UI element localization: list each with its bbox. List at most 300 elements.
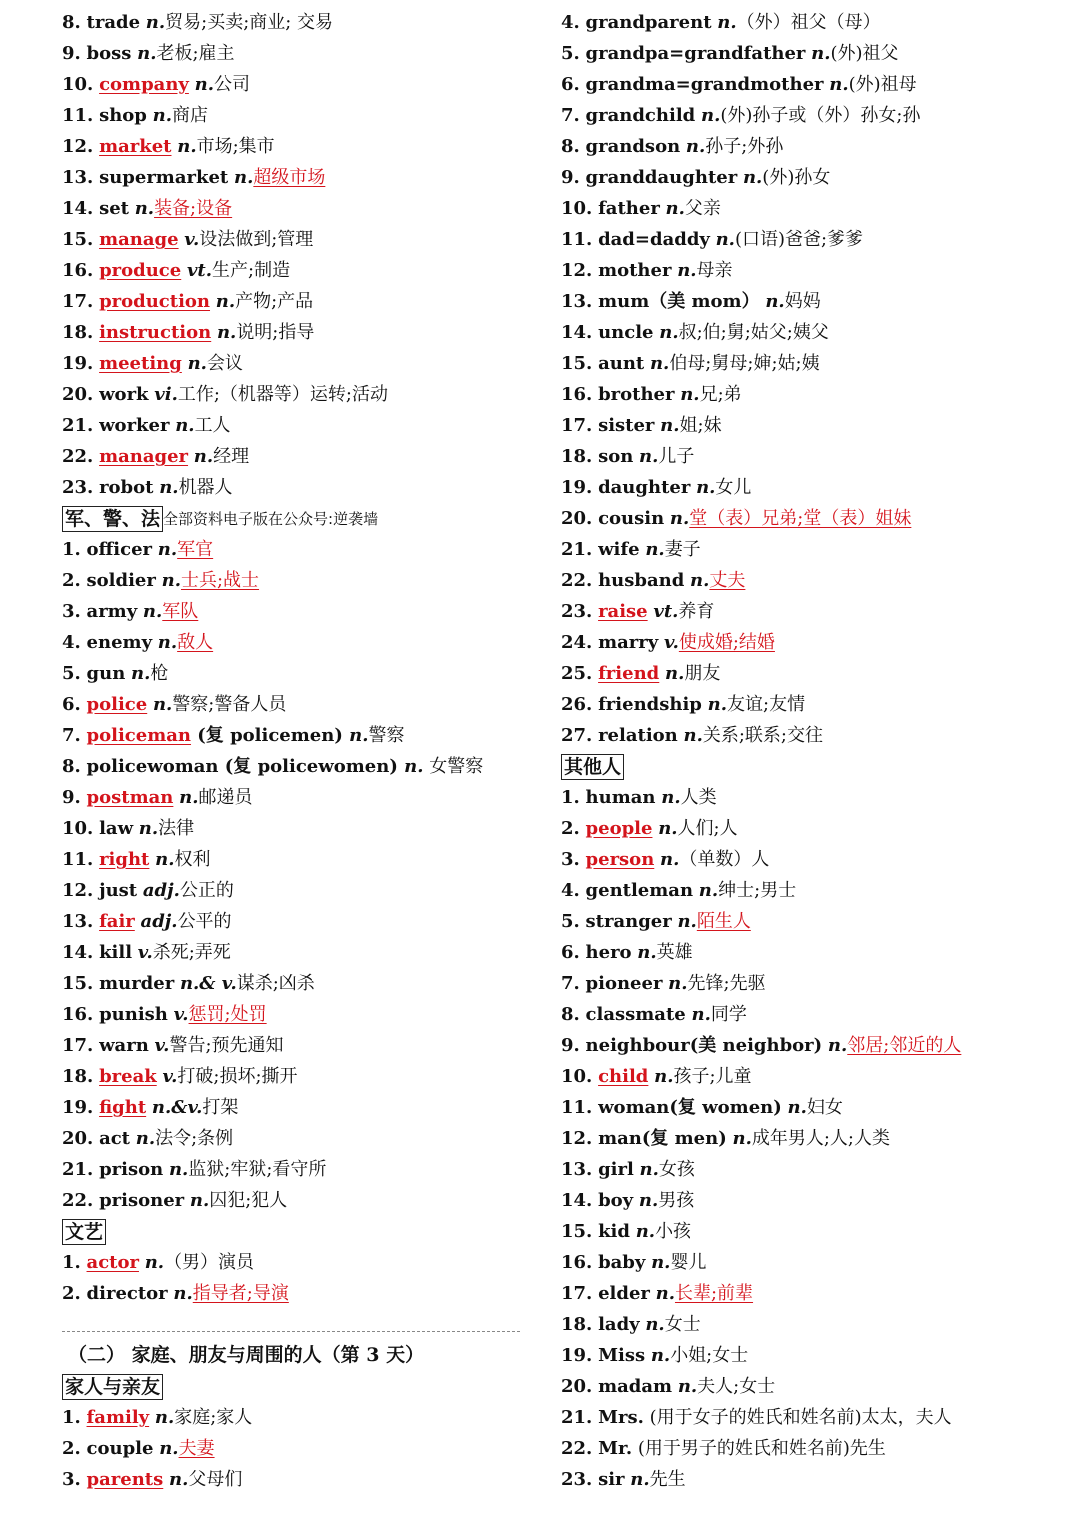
entry-meaning: 指导者;导演 xyxy=(192,1283,289,1304)
entry-number: 27. xyxy=(561,725,593,746)
category-heading-row xyxy=(62,1216,532,1247)
vocab-entry xyxy=(62,1185,532,1216)
entry-meaning: 先生 xyxy=(649,1469,686,1490)
entry-word: policeman xyxy=(86,725,192,746)
entry-number: 11. xyxy=(561,1097,593,1118)
entry-word: daughter xyxy=(598,477,691,498)
vocab-entry xyxy=(62,596,532,627)
vocab-entry xyxy=(561,100,1061,131)
entry-word: just xyxy=(99,880,138,901)
entry-part-of-speech: n. xyxy=(189,1190,210,1211)
vocab-entry xyxy=(561,348,1061,379)
entry-part-of-speech: n. xyxy=(827,1035,848,1056)
entry-number: 5. xyxy=(62,663,81,684)
entry-meaning: 朋友 xyxy=(684,663,721,684)
entry-number: 17. xyxy=(62,1035,94,1056)
entry-meaning: 邻居;邻近的人 xyxy=(847,1035,962,1056)
entry-part-of-speech: n. xyxy=(685,136,706,157)
entry-word: friend xyxy=(598,663,660,684)
entry-number: 8. xyxy=(561,136,580,157)
entry-meaning: 士兵;战士 xyxy=(180,570,260,591)
entry-part-of-speech: n. xyxy=(655,1283,675,1304)
entry-word: pioneer xyxy=(585,973,663,994)
entry-word: grandma=grandmother xyxy=(585,74,824,95)
entry-part-of-speech: n. xyxy=(144,1252,165,1273)
vocab-entry xyxy=(561,69,1061,100)
entry-meaning: 男孩 xyxy=(658,1190,695,1211)
entry-word: gun xyxy=(86,663,126,684)
entry-part-of-speech: n. xyxy=(159,477,179,498)
vocab-entry xyxy=(561,1154,1061,1185)
entry-meaning: 经理 xyxy=(213,446,250,467)
entry-number: 13. xyxy=(62,167,94,188)
entry-word: production xyxy=(99,291,211,312)
entry-word: right xyxy=(99,849,150,870)
entry-number: 18. xyxy=(561,1314,593,1335)
entry-part-of-speech: n. xyxy=(152,105,172,126)
entry-part-of-speech: n. xyxy=(669,508,690,529)
vocab-entry xyxy=(561,596,1061,627)
vocab-entry xyxy=(62,813,532,844)
entry-part-of-speech: vt. xyxy=(186,260,213,281)
entry-meaning: 监狱;牢狱;看守所 xyxy=(188,1159,327,1180)
entry-word: boss xyxy=(86,43,132,64)
entry-number: 5. xyxy=(561,43,580,64)
entry-meaning: 夫人;女士 xyxy=(697,1376,776,1397)
vocab-entry xyxy=(561,503,1061,534)
entry-plural-note: (复 policewomen) xyxy=(218,756,405,777)
entry-number: 13. xyxy=(561,1159,593,1180)
category-heading-row xyxy=(62,1371,532,1402)
vocab-entry xyxy=(561,1402,1061,1433)
entry-word: girl xyxy=(598,1159,634,1180)
entry-part-of-speech: vt. xyxy=(653,601,679,622)
vocab-entry xyxy=(62,658,532,689)
entry-part-of-speech: n. xyxy=(811,43,831,64)
entry-word: grandchild xyxy=(585,105,696,126)
entry-number: 3. xyxy=(62,601,81,622)
entry-part-of-speech: n. xyxy=(665,663,685,684)
vocab-entry xyxy=(561,1247,1061,1278)
vocab-entry xyxy=(561,410,1061,441)
entry-part-of-speech: n. xyxy=(654,1066,674,1087)
vocab-entry xyxy=(62,1464,532,1495)
entry-part-of-speech: n. xyxy=(829,74,849,95)
entry-word: father xyxy=(598,198,660,219)
entry-meaning: （男）演员 xyxy=(164,1252,255,1273)
entry-number: 10. xyxy=(62,74,94,95)
entry-part-of-speech: n. xyxy=(135,1128,156,1149)
vocab-entry xyxy=(561,1092,1061,1123)
entry-number: 23. xyxy=(561,1469,593,1490)
entry-number: 18. xyxy=(561,446,593,467)
entry-meaning: 兄;弟 xyxy=(699,384,742,405)
entry-number: 10. xyxy=(561,198,593,219)
entry-part-of-speech: n. xyxy=(660,415,680,436)
vocab-entry xyxy=(62,844,532,875)
entry-part-of-speech: n. xyxy=(742,167,763,188)
entry-meaning: (外)祖母 xyxy=(848,74,917,95)
entry-part-of-speech: n. xyxy=(134,198,155,219)
vocab-entry xyxy=(62,999,532,1030)
entry-number: 23. xyxy=(62,477,94,498)
entry-part-of-speech: n. xyxy=(698,880,719,901)
entry-part-of-speech: n. xyxy=(142,601,163,622)
entry-word: act xyxy=(99,1128,130,1149)
entry-number: 19. xyxy=(62,1097,94,1118)
entry-word: marry xyxy=(598,632,659,653)
entry-number: 6. xyxy=(561,942,580,963)
entry-word: supermarket xyxy=(99,167,229,188)
vocab-entry xyxy=(561,38,1061,69)
entry-number: 11. xyxy=(561,229,593,250)
vocab-entry xyxy=(561,255,1061,286)
vocab-entry xyxy=(561,999,1061,1030)
vocab-entry xyxy=(62,906,532,937)
left-column xyxy=(62,7,532,1495)
entry-number: 14. xyxy=(62,198,94,219)
entry-number: 14. xyxy=(561,1190,593,1211)
entry-number: 20. xyxy=(561,1376,593,1397)
entry-meaning: 丈夫 xyxy=(709,570,746,591)
entry-part-of-speech: n. xyxy=(216,322,237,343)
entry-part-of-speech: n. xyxy=(677,1376,698,1397)
entry-word: worker xyxy=(99,415,170,436)
vocab-entry xyxy=(561,441,1061,472)
entry-number: 12. xyxy=(62,880,94,901)
entry-part-of-speech: n. xyxy=(168,1159,189,1180)
vocab-entry xyxy=(561,1464,1061,1495)
entry-word: couple xyxy=(86,1438,154,1459)
vocab-entry xyxy=(62,100,532,131)
vocab-entry xyxy=(561,1340,1061,1371)
entry-number: 22. xyxy=(62,1190,94,1211)
entry-word: law xyxy=(99,818,134,839)
vocab-entry xyxy=(561,162,1061,193)
entry-part-of-speech: vi. xyxy=(154,384,178,405)
entry-number: 20. xyxy=(561,508,593,529)
entry-word: manage xyxy=(99,229,179,250)
entry-word: elder xyxy=(598,1283,650,1304)
entry-number: 15. xyxy=(62,973,94,994)
entry-number: 17. xyxy=(62,291,94,312)
entry-word: punish xyxy=(99,1004,168,1025)
entry-number: 12. xyxy=(62,136,94,157)
vocab-entry xyxy=(62,689,532,720)
vocab-entry xyxy=(62,875,532,906)
entry-part-of-speech: n. xyxy=(787,1097,807,1118)
entry-word: relation xyxy=(598,725,678,746)
entry-word: produce xyxy=(99,260,182,281)
entry-meaning: 军队 xyxy=(162,601,199,622)
category-heading-row xyxy=(62,503,532,534)
entry-meaning: 长辈;前辈 xyxy=(674,1283,754,1304)
entry-number: 15. xyxy=(561,353,593,374)
entry-word: son xyxy=(598,446,634,467)
entry-meaning: 女儿 xyxy=(715,477,752,498)
entry-number: 17. xyxy=(561,1283,593,1304)
entry-meaning: 小孩 xyxy=(655,1221,692,1242)
entry-number: 21. xyxy=(561,1407,593,1428)
entry-meaning: 军官 xyxy=(177,539,214,560)
entry-meaning: 堂（表）兄弟;堂（表）姐妹 xyxy=(689,508,912,529)
entry-number: 9. xyxy=(561,1035,580,1056)
vocab-entry xyxy=(62,1061,532,1092)
category-heading: 家人与亲友 xyxy=(62,1374,163,1400)
vocab-entry xyxy=(561,534,1061,565)
entry-word: parents xyxy=(86,1469,164,1490)
entry-number: 17. xyxy=(561,415,593,436)
entry-word: woman(复 women) xyxy=(598,1097,782,1118)
entry-meaning: 妇女 xyxy=(806,1097,843,1118)
vocab-entry xyxy=(62,7,532,38)
entry-meaning: 友谊;友情 xyxy=(727,694,806,715)
vocab-entry xyxy=(62,317,532,348)
entry-part-of-speech: n. xyxy=(645,539,665,560)
entry-meaning: 人们;人 xyxy=(677,818,738,839)
entry-meaning: （单数）人 xyxy=(679,849,770,870)
entry-part-of-speech: n. xyxy=(732,1128,752,1149)
entry-meaning: 同学 xyxy=(710,1004,747,1025)
entry-part-of-speech: n. xyxy=(215,291,236,312)
entry-meaning: 先锋;先驱 xyxy=(687,973,766,994)
entry-word: murder xyxy=(99,973,175,994)
entry-part-of-speech: n. xyxy=(658,818,678,839)
entry-word: instruction xyxy=(99,322,212,343)
entry-part-of-speech: v. xyxy=(173,1004,189,1025)
entry-word: warn xyxy=(99,1035,149,1056)
entry-part-of-speech: n. xyxy=(630,1469,650,1490)
entry-part-of-speech: n. xyxy=(639,1159,659,1180)
entry-word: man(复 men) xyxy=(598,1128,727,1149)
entry-word: grandson xyxy=(585,136,681,157)
entry-word: soldier xyxy=(86,570,156,591)
entry-meaning: 工人 xyxy=(194,415,231,436)
entry-part-of-speech: n. xyxy=(683,725,703,746)
entry-meaning: 打架 xyxy=(202,1097,239,1118)
entry-number: 10. xyxy=(561,1066,593,1087)
vocab-entry xyxy=(561,813,1061,844)
vocab-entry xyxy=(561,1061,1061,1092)
vocab-entry xyxy=(62,224,532,255)
entry-word: prison xyxy=(99,1159,164,1180)
entry-word: kill xyxy=(99,942,133,963)
vocab-entry xyxy=(561,379,1061,410)
entry-part-of-speech: v. xyxy=(162,1066,178,1087)
vocab-entry xyxy=(561,782,1061,813)
entry-meaning: 女士 xyxy=(664,1314,701,1335)
entry-word: mother xyxy=(598,260,672,281)
entry-word: uncle xyxy=(598,322,654,343)
entry-number: 20. xyxy=(62,1128,94,1149)
entry-number: 13. xyxy=(561,291,593,312)
entry-number: 24. xyxy=(561,632,593,653)
entry-number: 1. xyxy=(62,1252,81,1273)
entry-part-of-speech: n. xyxy=(639,446,659,467)
category-heading: 其他人 xyxy=(561,754,624,780)
vocab-entry xyxy=(62,782,532,813)
entry-part-of-speech: v. xyxy=(154,1035,170,1056)
entry-part-of-speech: n. xyxy=(677,260,697,281)
entry-meaning: 绅士;男士 xyxy=(718,880,797,901)
entry-meaning: (外)孙女 xyxy=(762,167,831,188)
vocab-entry xyxy=(561,1371,1061,1402)
entry-meaning: 法令;条例 xyxy=(155,1128,234,1149)
entry-word: set xyxy=(99,198,129,219)
entry-number: 6. xyxy=(561,74,580,95)
vocab-entry xyxy=(62,410,532,441)
entry-number: 19. xyxy=(561,477,593,498)
entry-meaning: 贸易;买卖;商业; 交易 xyxy=(165,12,334,33)
category-heading-row xyxy=(561,751,1061,782)
entry-number: 8. xyxy=(62,756,81,777)
entry-number: 25. xyxy=(561,663,593,684)
entry-part-of-speech: n. xyxy=(161,570,181,591)
vocab-entry xyxy=(62,937,532,968)
entry-part-of-speech: n. xyxy=(175,415,195,436)
entry-part-of-speech: n. xyxy=(707,694,727,715)
category-heading: 军、警、法 xyxy=(62,506,163,532)
entry-part-of-speech: n. xyxy=(159,1438,179,1459)
entry-number: 22. xyxy=(62,446,94,467)
entry-number: 1. xyxy=(62,1407,81,1428)
entry-word: trade xyxy=(86,12,141,33)
entry-number: 12. xyxy=(561,1128,593,1149)
entry-meaning: 警察;警备人员 xyxy=(172,694,287,715)
entry-word: postman xyxy=(86,787,174,808)
entry-number: 7. xyxy=(561,973,580,994)
entry-part-of-speech: n. xyxy=(194,74,214,95)
entry-word: kid xyxy=(598,1221,630,1242)
vocab-entry xyxy=(62,472,532,503)
entry-meaning: 囚犯;犯人 xyxy=(209,1190,288,1211)
entry-word: stranger xyxy=(585,911,672,932)
entry-number: 2. xyxy=(561,818,580,839)
entry-number: 23. xyxy=(561,601,593,622)
entry-part-of-speech: n. xyxy=(677,911,697,932)
entry-meaning: 公平的 xyxy=(177,911,232,932)
entry-meaning: 超级市场 xyxy=(253,167,326,188)
entry-meaning: 父亲 xyxy=(684,198,721,219)
entry-part-of-speech: n. xyxy=(696,477,716,498)
entry-part-of-speech: n. xyxy=(659,322,679,343)
entry-meaning: 邮递员 xyxy=(198,787,253,808)
entry-number: 16. xyxy=(561,384,593,405)
entry-part-of-speech: n. xyxy=(665,198,685,219)
entry-part-of-speech: n. xyxy=(635,1221,656,1242)
entry-number: 22. xyxy=(561,570,593,591)
vocab-entry xyxy=(62,1123,532,1154)
entry-number: 15. xyxy=(561,1221,593,1242)
entry-part-of-speech: n. xyxy=(157,539,178,560)
entry-word: policewoman xyxy=(86,756,219,777)
entry-number: 7. xyxy=(561,105,580,126)
entry-number: 11. xyxy=(62,849,94,870)
entry-meaning: 英雄 xyxy=(656,942,693,963)
entry-meaning: 说明;指导 xyxy=(236,322,315,343)
entry-meaning: 妈妈 xyxy=(784,291,821,312)
entry-number: 21. xyxy=(62,1159,94,1180)
entry-word: raise xyxy=(598,601,648,622)
vocab-entry xyxy=(561,968,1061,999)
vocab-entry xyxy=(561,1123,1061,1154)
vocab-entry xyxy=(62,534,532,565)
entry-part-of-speech: n. xyxy=(638,1190,659,1211)
vocab-entry xyxy=(561,689,1061,720)
entry-word: police xyxy=(86,694,148,715)
vocab-entry xyxy=(62,751,532,782)
vocab-entry xyxy=(561,7,1061,38)
entry-meaning: 关系;联系;交往 xyxy=(702,725,823,746)
entry-meaning: 婴儿 xyxy=(670,1252,707,1273)
entry-part-of-speech: n. xyxy=(404,756,424,777)
entry-part-of-speech: v. xyxy=(137,942,153,963)
entry-word: robot xyxy=(99,477,154,498)
entry-meaning: 孩子;儿童 xyxy=(673,1066,752,1087)
vocab-entry xyxy=(561,844,1061,875)
entry-word: grandparent xyxy=(585,12,712,33)
entry-number: 4. xyxy=(561,880,580,901)
entry-meaning: 工作;（机器等）运转;活动 xyxy=(177,384,388,405)
entry-word: gentleman xyxy=(585,880,694,901)
entry-part-of-speech: n. xyxy=(645,1314,665,1335)
entry-part-of-speech: n. xyxy=(649,353,670,374)
entry-word: people xyxy=(585,818,653,839)
vocab-entry xyxy=(62,162,532,193)
vocab-entry xyxy=(561,1216,1061,1247)
entry-meaning: 陌生人 xyxy=(696,911,751,932)
entry-meaning: (外)孙子或（外）孙女;孙 xyxy=(720,105,921,126)
entry-meaning: (口语)爸爸;爹爹 xyxy=(734,229,864,250)
vocab-entry xyxy=(561,193,1061,224)
entry-number: 6. xyxy=(62,694,81,715)
entry-part-of-speech: n. xyxy=(177,136,197,157)
entry-number: 1. xyxy=(561,787,580,808)
entry-number: 4. xyxy=(62,632,81,653)
entry-word: madam xyxy=(598,1376,673,1397)
promo-note: 全部资料电子版在公众号:逆袭墙 xyxy=(163,510,379,528)
vocab-entry xyxy=(62,348,532,379)
vocab-entry xyxy=(62,441,532,472)
entry-meaning: 产物;产品 xyxy=(235,291,314,312)
vocab-entry xyxy=(62,193,532,224)
entry-word: company xyxy=(99,74,189,95)
vocab-entry xyxy=(62,1092,532,1123)
entry-number: 2. xyxy=(62,1438,81,1459)
entry-number: 2. xyxy=(62,570,81,591)
vocab-entry xyxy=(62,565,532,596)
entry-meaning: 设法做到;管理 xyxy=(199,229,314,250)
entry-number: 11. xyxy=(62,105,94,126)
vocab-entry xyxy=(561,224,1061,255)
vocab-entry xyxy=(62,38,532,69)
entry-meaning: 母亲 xyxy=(696,260,733,281)
entry-word: officer xyxy=(86,539,153,560)
entry-meaning: 权利 xyxy=(174,849,211,870)
entry-part-of-speech: n. xyxy=(137,43,157,64)
entry-word: child xyxy=(598,1066,649,1087)
entry-part-of-speech: n. xyxy=(187,353,207,374)
entry-meaning: 会议 xyxy=(206,353,243,374)
entry-part-of-speech: n. xyxy=(765,291,785,312)
entry-number: 19. xyxy=(62,353,94,374)
vocab-entry xyxy=(62,1402,532,1433)
entry-number: 2. xyxy=(62,1283,81,1304)
entry-word: break xyxy=(99,1066,157,1087)
entry-part-of-speech: v. xyxy=(663,632,679,653)
vocab-entry xyxy=(561,1030,1061,1061)
entry-number: 18. xyxy=(62,1066,94,1087)
